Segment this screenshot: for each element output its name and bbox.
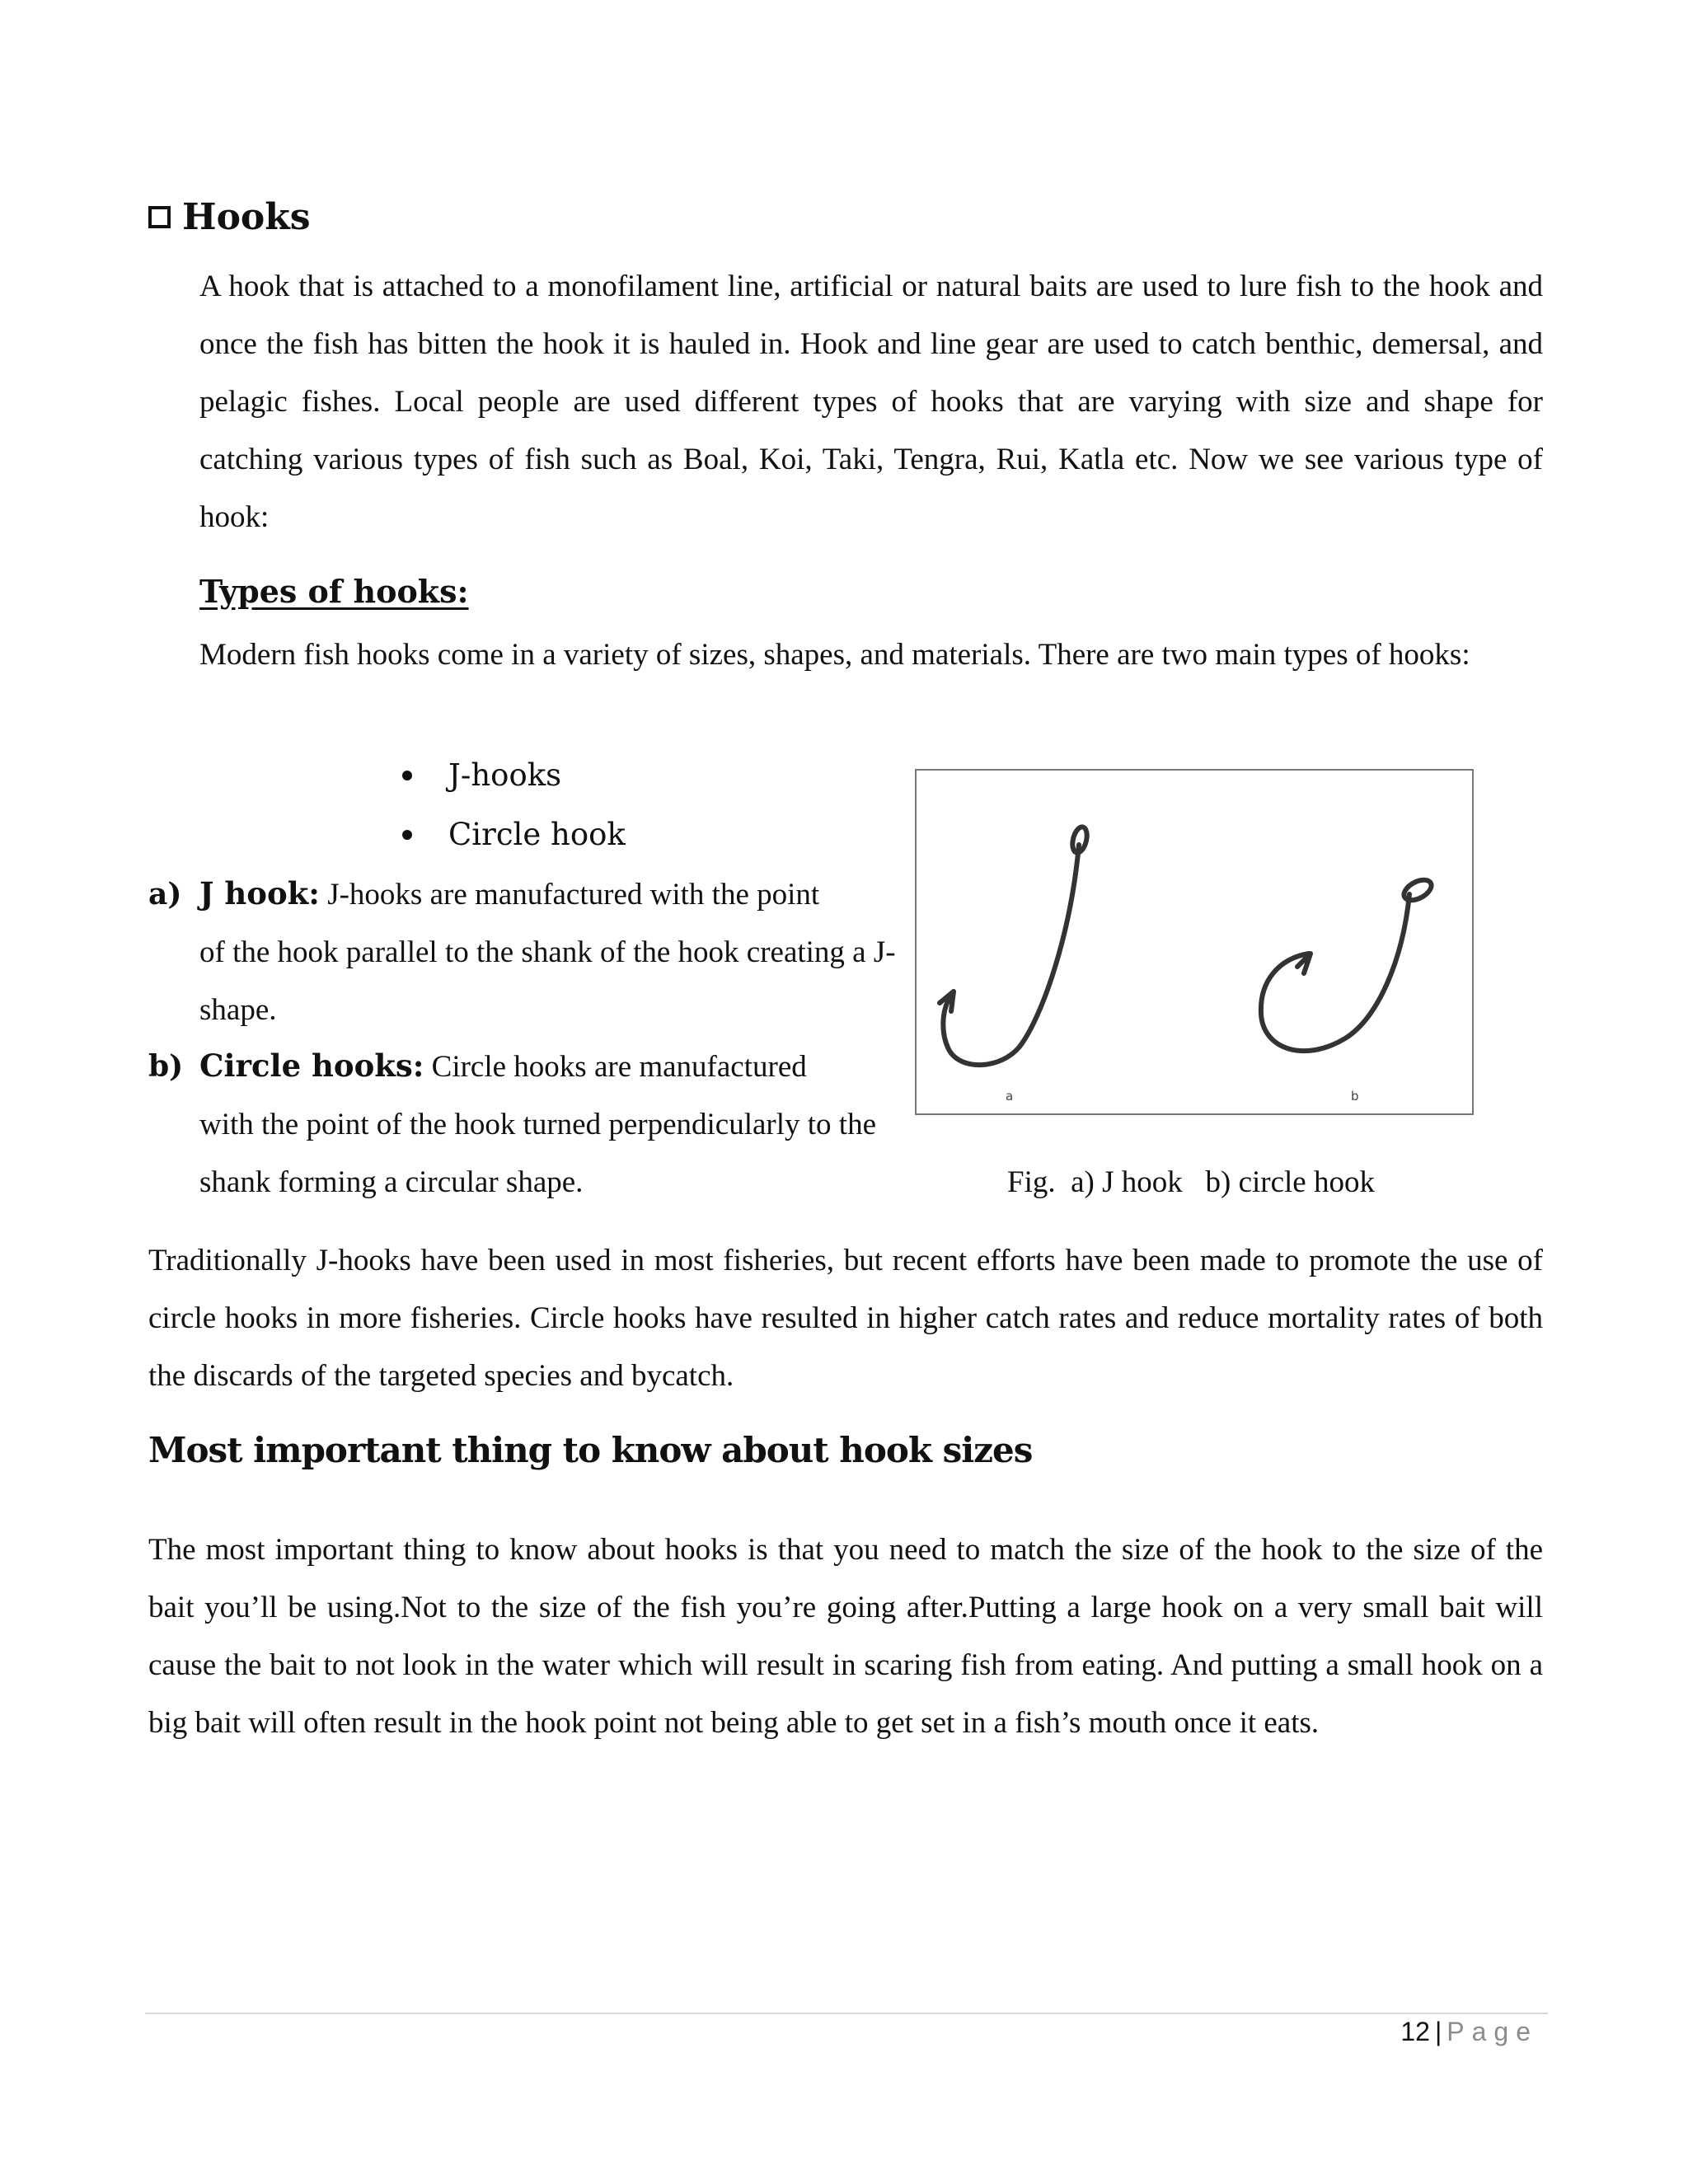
list-item xyxy=(387,746,626,805)
j-hook-eye-icon xyxy=(1070,826,1089,855)
list-item xyxy=(387,805,626,865)
section-heading-hooks xyxy=(148,196,311,238)
circle-hook-eye-icon xyxy=(1400,876,1434,905)
j-hook-icon xyxy=(940,845,1079,1065)
types-intro-paragraph: Modern fish hooks come in a variety of sizes, shapes, and materials. There are two main types of hooks: xyxy=(199,638,1470,672)
page-footer xyxy=(1400,2011,1538,2052)
definition-first-line: Circle hooks are manufactured xyxy=(431,1050,807,1084)
list-item-text: J-hooks xyxy=(448,757,562,793)
definition-circle-hook xyxy=(148,1037,908,1212)
definition-term: Circle hooks: xyxy=(199,1047,424,1084)
page-word: Page xyxy=(1447,2017,1538,2046)
circle-hook-icon xyxy=(1261,894,1409,1051)
hooks-illustration xyxy=(917,771,1475,1117)
footer-divider xyxy=(145,2013,1548,2014)
list-item-text: Circle hook xyxy=(448,817,626,852)
hooks-figure xyxy=(915,769,1474,1115)
definition-label: b) xyxy=(148,1049,184,1084)
checkbox-bullet-icon xyxy=(148,206,171,228)
definition-first-line: J-hooks are manufactured with the point xyxy=(327,878,820,912)
section-heading-text: Hooks xyxy=(182,196,311,238)
definition-continuation: with the point of the hook turned perpendicularly to the shank forming a circular shape. xyxy=(199,1108,876,1199)
types-of-hooks-heading: Types of hooks: xyxy=(199,573,469,610)
bullet-dot-icon xyxy=(402,771,412,780)
definition-continuation: of the hook parallel to the shank of the hook creating a J-shape. xyxy=(199,935,896,1027)
figure-label-b: b xyxy=(1351,1089,1359,1104)
figure-label-a: a xyxy=(1006,1089,1014,1104)
definition-term: J hook: xyxy=(199,875,320,912)
bullet-dot-icon xyxy=(402,830,412,840)
hook-sizes-paragraph: The most important thing to know about hooks is that you need to match the size of the hook to the size of the bait you’ll be using.Not to the size of the fish you’re going after.Putting a large hook on a very small bait will cause the bait to not look in the water which will result in scaring fish from eating. And putting a small hook on a big bait will often result in the hook point not being able to get set in a fish’s mouth once it eats. xyxy=(148,1533,1543,1740)
definition-j-hook xyxy=(148,865,925,1039)
hook-types-list xyxy=(387,746,626,865)
traditional-paragraph: Traditionally J-hooks have been used in most fisheries, but recent efforts have been made to promote the use of circle hooks in more fisheries. Circle hooks have resulted in higher catch rates and reduce mortality rates of both the discards of the targeted species and bycatch. xyxy=(148,1244,1543,1393)
definition-label: a) xyxy=(148,877,182,912)
page-number: 12 xyxy=(1400,2017,1430,2046)
hooks-intro-paragraph: A hook that is attached to a monofilament line, artificial or natural baits are used to lure fish to the hook and once the fish has bitten the hook it is hauled in. Hook and line gear are used to catch benthic, demersal, and pelagic fishes. Local people are used different types of hooks that are varying with size and shape for catching various types of fish such as Boal, Koi, Taki, Tengra, Rui, Katla etc. Now we see various type of hook: xyxy=(199,269,1543,534)
hook-sizes-heading: Most important thing to know about hook sizes xyxy=(148,1430,1033,1470)
figure-caption: Fig. a) J hook b) circle hook xyxy=(1007,1165,1375,1199)
footer-separator: | xyxy=(1434,2017,1442,2046)
